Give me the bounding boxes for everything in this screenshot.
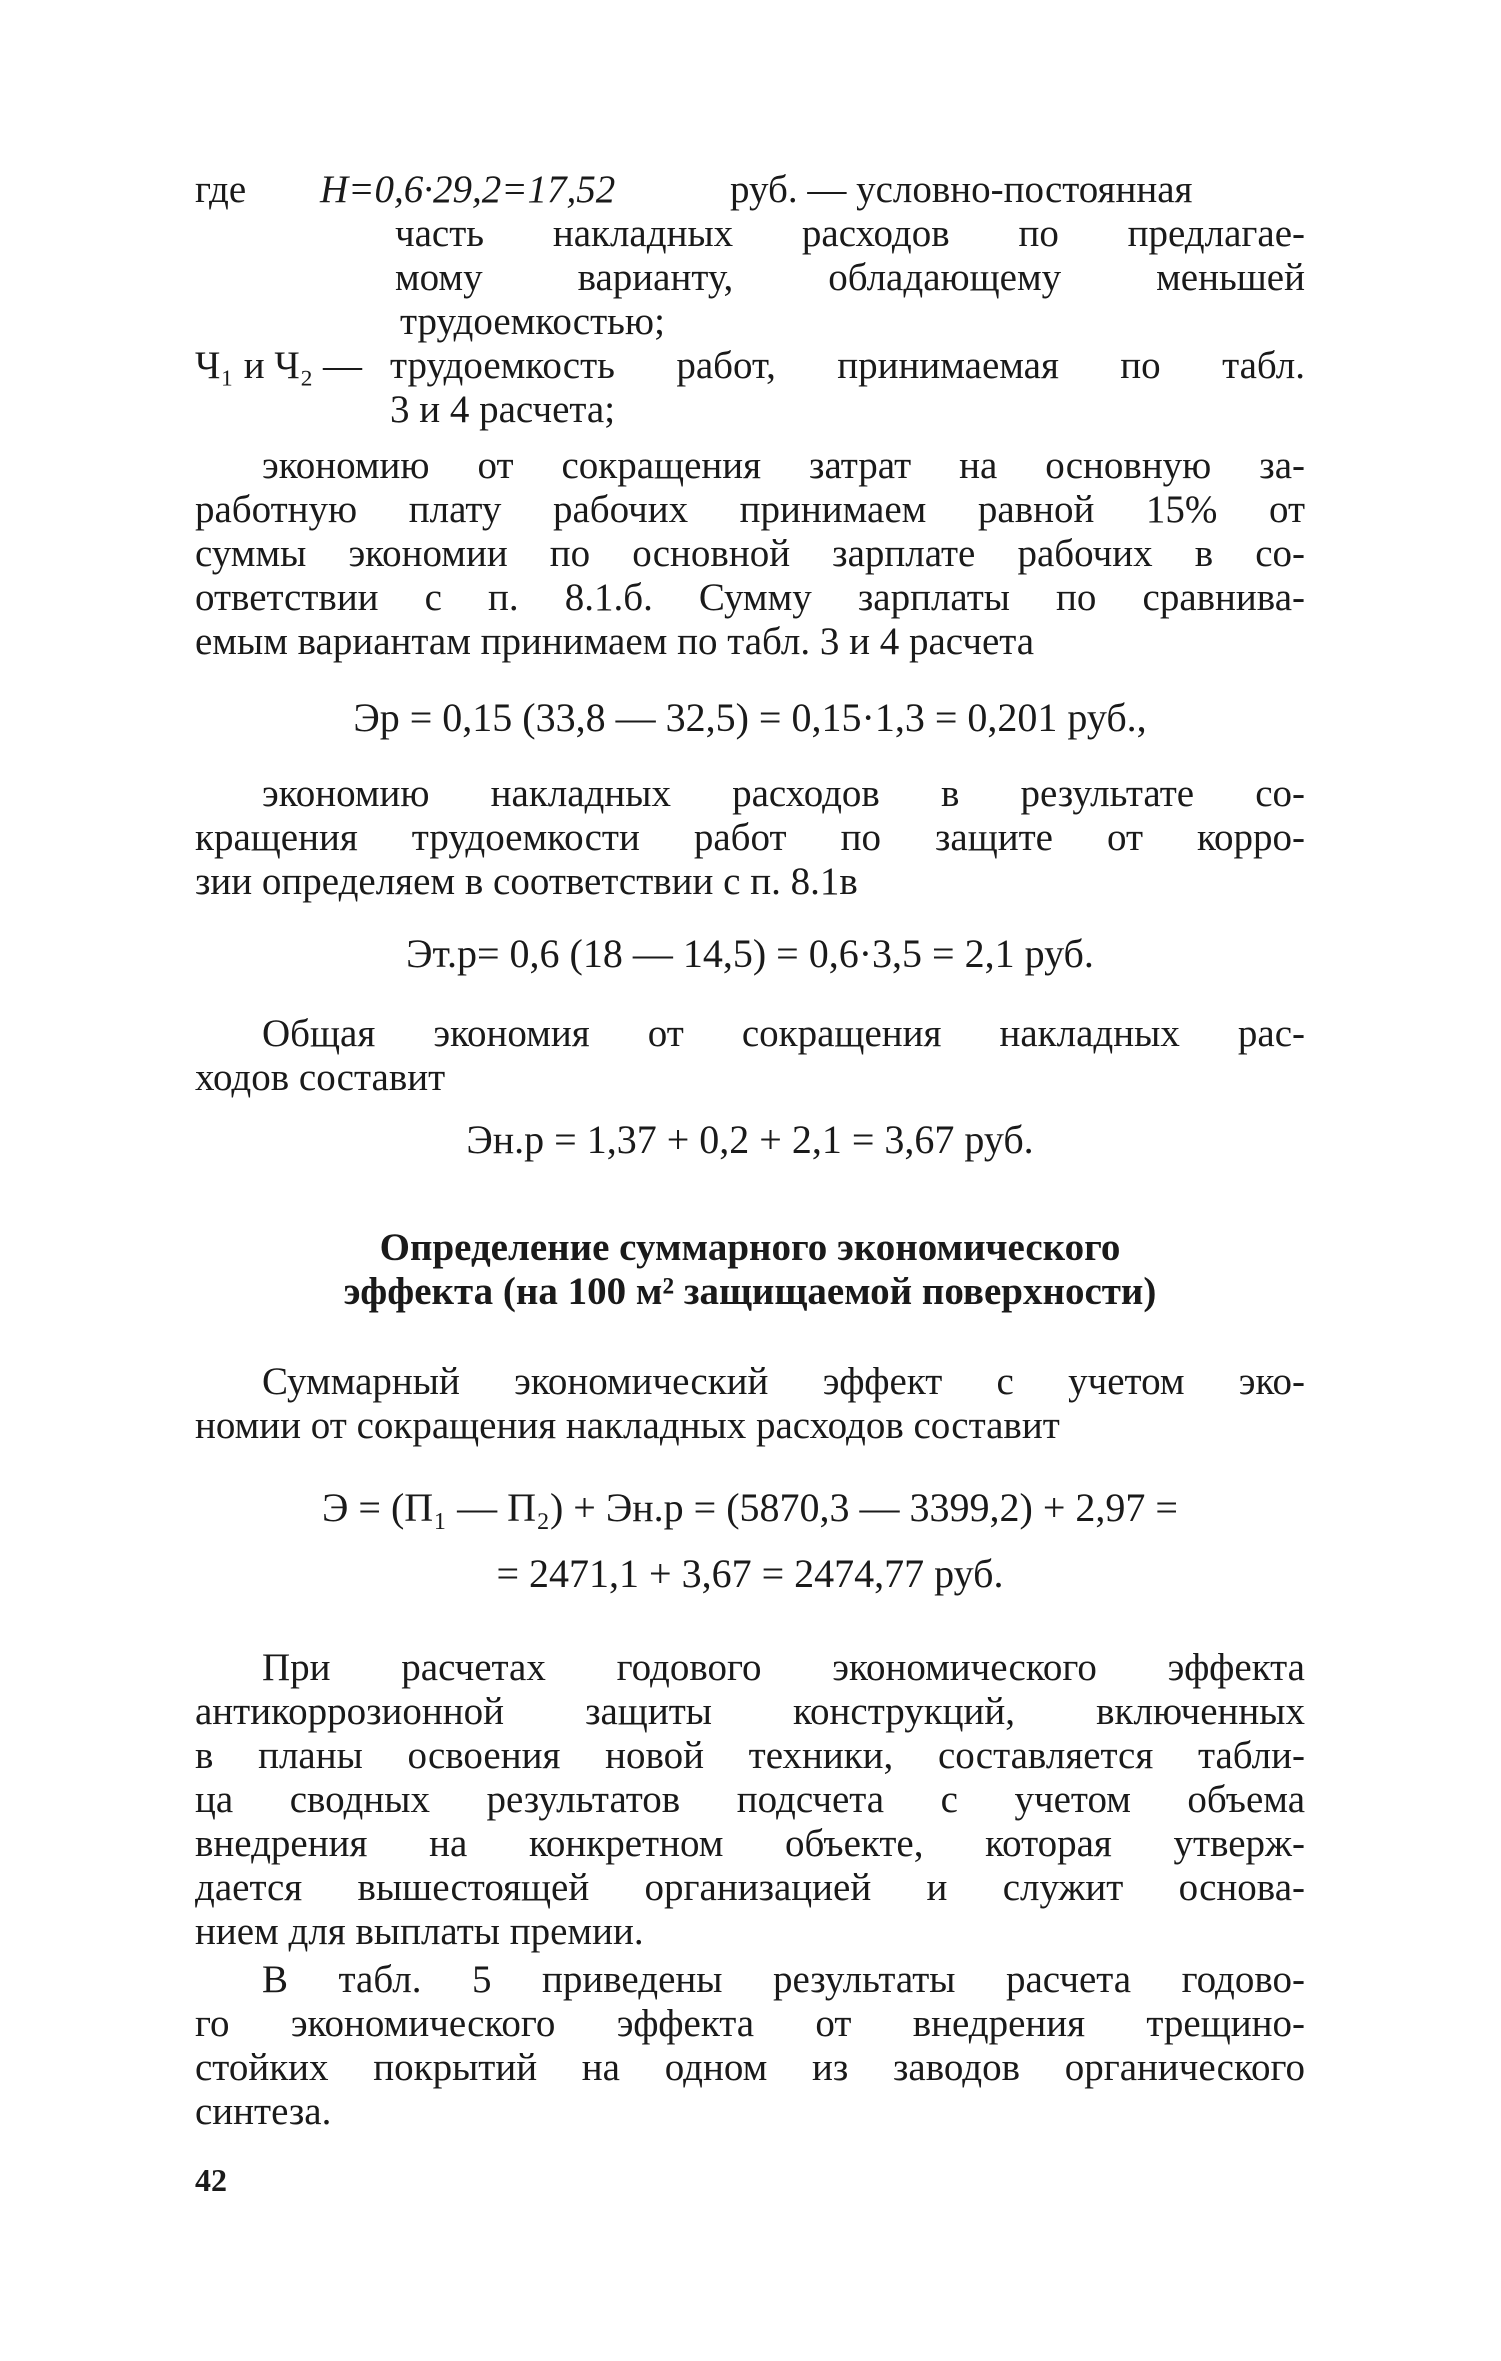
- para6-line: стойких покрытий на одном из заводов органического: [195, 2046, 1305, 2089]
- h-desc-line-2: часть накладных расходов по предлагае-: [395, 212, 1305, 255]
- para5-line: дается вышестоящей организацией и служит основа-: [195, 1866, 1305, 1909]
- para2-line: экономию накладных расходов в результате со-: [262, 772, 1305, 815]
- t-desc-line-1: трудоемкость работ, принимаемая по табл.: [390, 344, 1305, 387]
- para2-line: зии определяем в соответствии с п. 8.1в: [195, 860, 858, 903]
- h-desc-line-4: трудоемкостью;: [400, 300, 665, 343]
- page-number: 42: [195, 2162, 227, 2198]
- para1-line: работную плату рабочих принимаем равной 15% от: [195, 488, 1305, 531]
- h-desc-line-1: руб. — условно-постоянная: [730, 168, 1193, 211]
- equation-total-line-1: Э = (П₁ — П₂) + Эн.р = (5870,3 — 3399,2) + 2,97 =: [322, 1486, 1178, 1530]
- equation-total-line-2: = 2471,1 + 3,67 = 2474,77 руб.: [496, 1552, 1004, 1596]
- equation-er: Эр = 0,15 (33,8 — 32,5) = 0,15·1,3 = 0,201 руб.,: [353, 696, 1147, 740]
- t-desc-line-2: 3 и 4 расчета;: [390, 388, 616, 431]
- para1-line: ответствии с п. 8.1.б. Сумму зарплаты по сравнива-: [195, 576, 1305, 619]
- para5-line: внедрения на конкретном объекте, которая утверж-: [195, 1822, 1305, 1865]
- para1-line: суммы экономии по основной зарплате рабочих в со-: [195, 532, 1305, 575]
- para5-line: нием для выплаты премии.: [195, 1910, 644, 1953]
- t-symbols: Ч₁ и Ч₂ —: [195, 344, 363, 387]
- para3-line: ходов составит: [195, 1056, 446, 1099]
- equation-etr: Эт.р= 0,6 (18 — 14,5) = 0,6·3,5 = 2,1 руб.: [406, 932, 1094, 976]
- section-heading-line: эффекта (на 100 м² защищаемой поверхности): [343, 1270, 1157, 1313]
- para5-line: При расчетах годового экономического эффекта: [262, 1646, 1305, 1689]
- h-desc-line-3: мому варианту, обладающему меньшей: [395, 256, 1305, 299]
- h-formula: Н=0,6·29,2=17,52: [320, 168, 616, 211]
- para4-line: номии от сокращения накладных расходов составит: [195, 1404, 1060, 1447]
- para1-line: экономию от сокращения затрат на основную за-: [262, 444, 1305, 487]
- para5-line: в планы освоения новой техники, составляется табли-: [195, 1734, 1305, 1777]
- equation-enr: Эн.р = 1,37 + 0,2 + 2,1 = 3,67 руб.: [466, 1118, 1034, 1162]
- where-word: где: [195, 168, 247, 211]
- section-heading-line: Определение суммарного экономического: [379, 1226, 1121, 1269]
- para4-line: Суммарный экономический эффект с учетом эко-: [262, 1360, 1305, 1403]
- para6-line: го экономического эффекта от внедрения трещино-: [195, 2002, 1305, 2045]
- para1-line: емым вариантам принимаем по табл. 3 и 4 расчета: [195, 620, 1035, 663]
- para6-line: синтеза.: [195, 2090, 332, 2133]
- para5-line: ца сводных результатов подсчета с учетом объема: [195, 1778, 1305, 1821]
- para3-line: Общая экономия от сокращения накладных рас-: [262, 1012, 1305, 1055]
- para5-line: антикоррозионной защиты конструкций, включенных: [195, 1690, 1305, 1733]
- para6-line: В табл. 5 приведены результаты расчета годово-: [262, 1958, 1305, 2001]
- para2-line: кращения трудоемкости работ по защите от корро-: [195, 816, 1305, 859]
